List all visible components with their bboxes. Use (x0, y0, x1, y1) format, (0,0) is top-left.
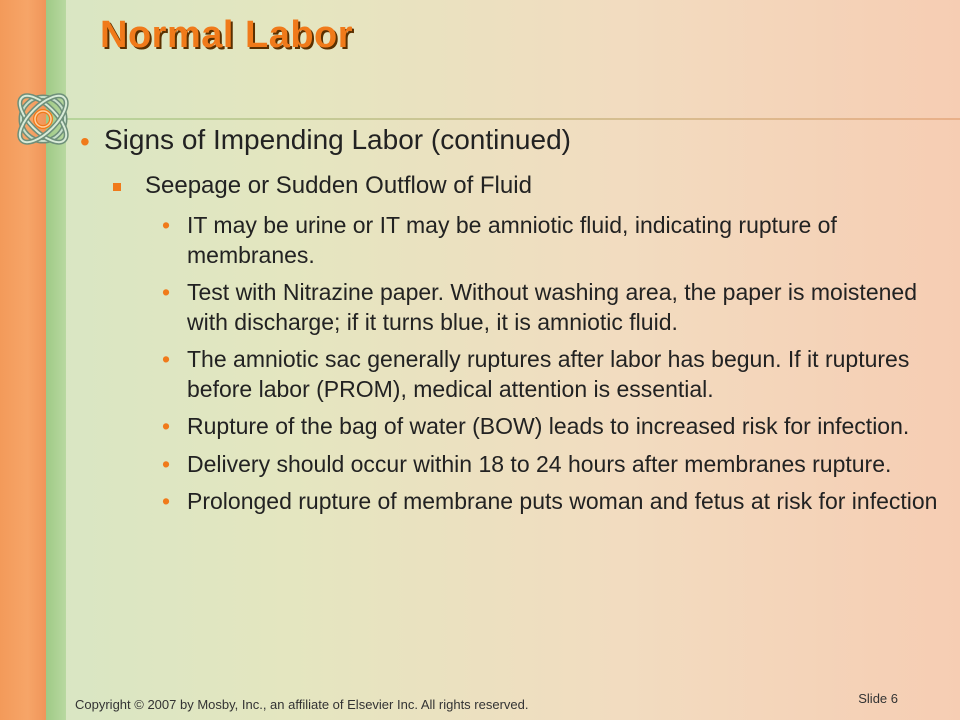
detail-list (162, 211, 942, 525)
list-item (162, 412, 942, 442)
list-item (162, 450, 942, 480)
list-item (162, 345, 942, 404)
bullet-dot: • (80, 126, 90, 157)
bullet-dot: • (162, 488, 171, 514)
list-item-text: IT may be urine or IT may be amniotic fluid, indicating rupture of membranes. (187, 212, 837, 268)
level1-text: Signs of Impending Labor (continued) (104, 124, 571, 155)
list-item-text: Rupture of the bag of water (BOW) leads to increased risk for infection. (187, 413, 910, 439)
list-item (162, 487, 942, 517)
bullet-dot: • (162, 413, 171, 439)
list-item (162, 211, 942, 270)
list-item-text: Delivery should occur within 18 to 24 hours after membranes rupture. (187, 450, 892, 477)
list-item-text: Test with Nitrazine paper. Without washing area, the paper is moistened with discharge; if it turns blue, it is amniotic fluid. (187, 279, 917, 335)
level2-text: Seepage or Sudden Outflow of Fluid (145, 172, 532, 199)
square-bullet (113, 183, 121, 191)
list-item (162, 278, 942, 337)
copyright-footer: Copyright © 2007 by Mosby, Inc., an affiliate of Elsevier Inc. All rights reserved. (75, 697, 529, 712)
slide-title: Normal Labor (100, 14, 354, 56)
bullet-dot: • (162, 346, 171, 372)
slide-number: Slide 6 (858, 691, 898, 706)
celtic-knot-icon (6, 82, 80, 156)
bullet-dot: • (162, 279, 171, 305)
bullet-dot: • (162, 212, 171, 238)
bullet-dot: • (162, 450, 171, 477)
title-divider (66, 118, 960, 120)
list-item-text: The amniotic sac generally ruptures after labor has begun. If it ruptures before labor (PROM), medical attention is essential. (187, 346, 910, 402)
list-item-text: Prolonged rupture of membrane puts woman and fetus at risk for infection (187, 488, 938, 514)
